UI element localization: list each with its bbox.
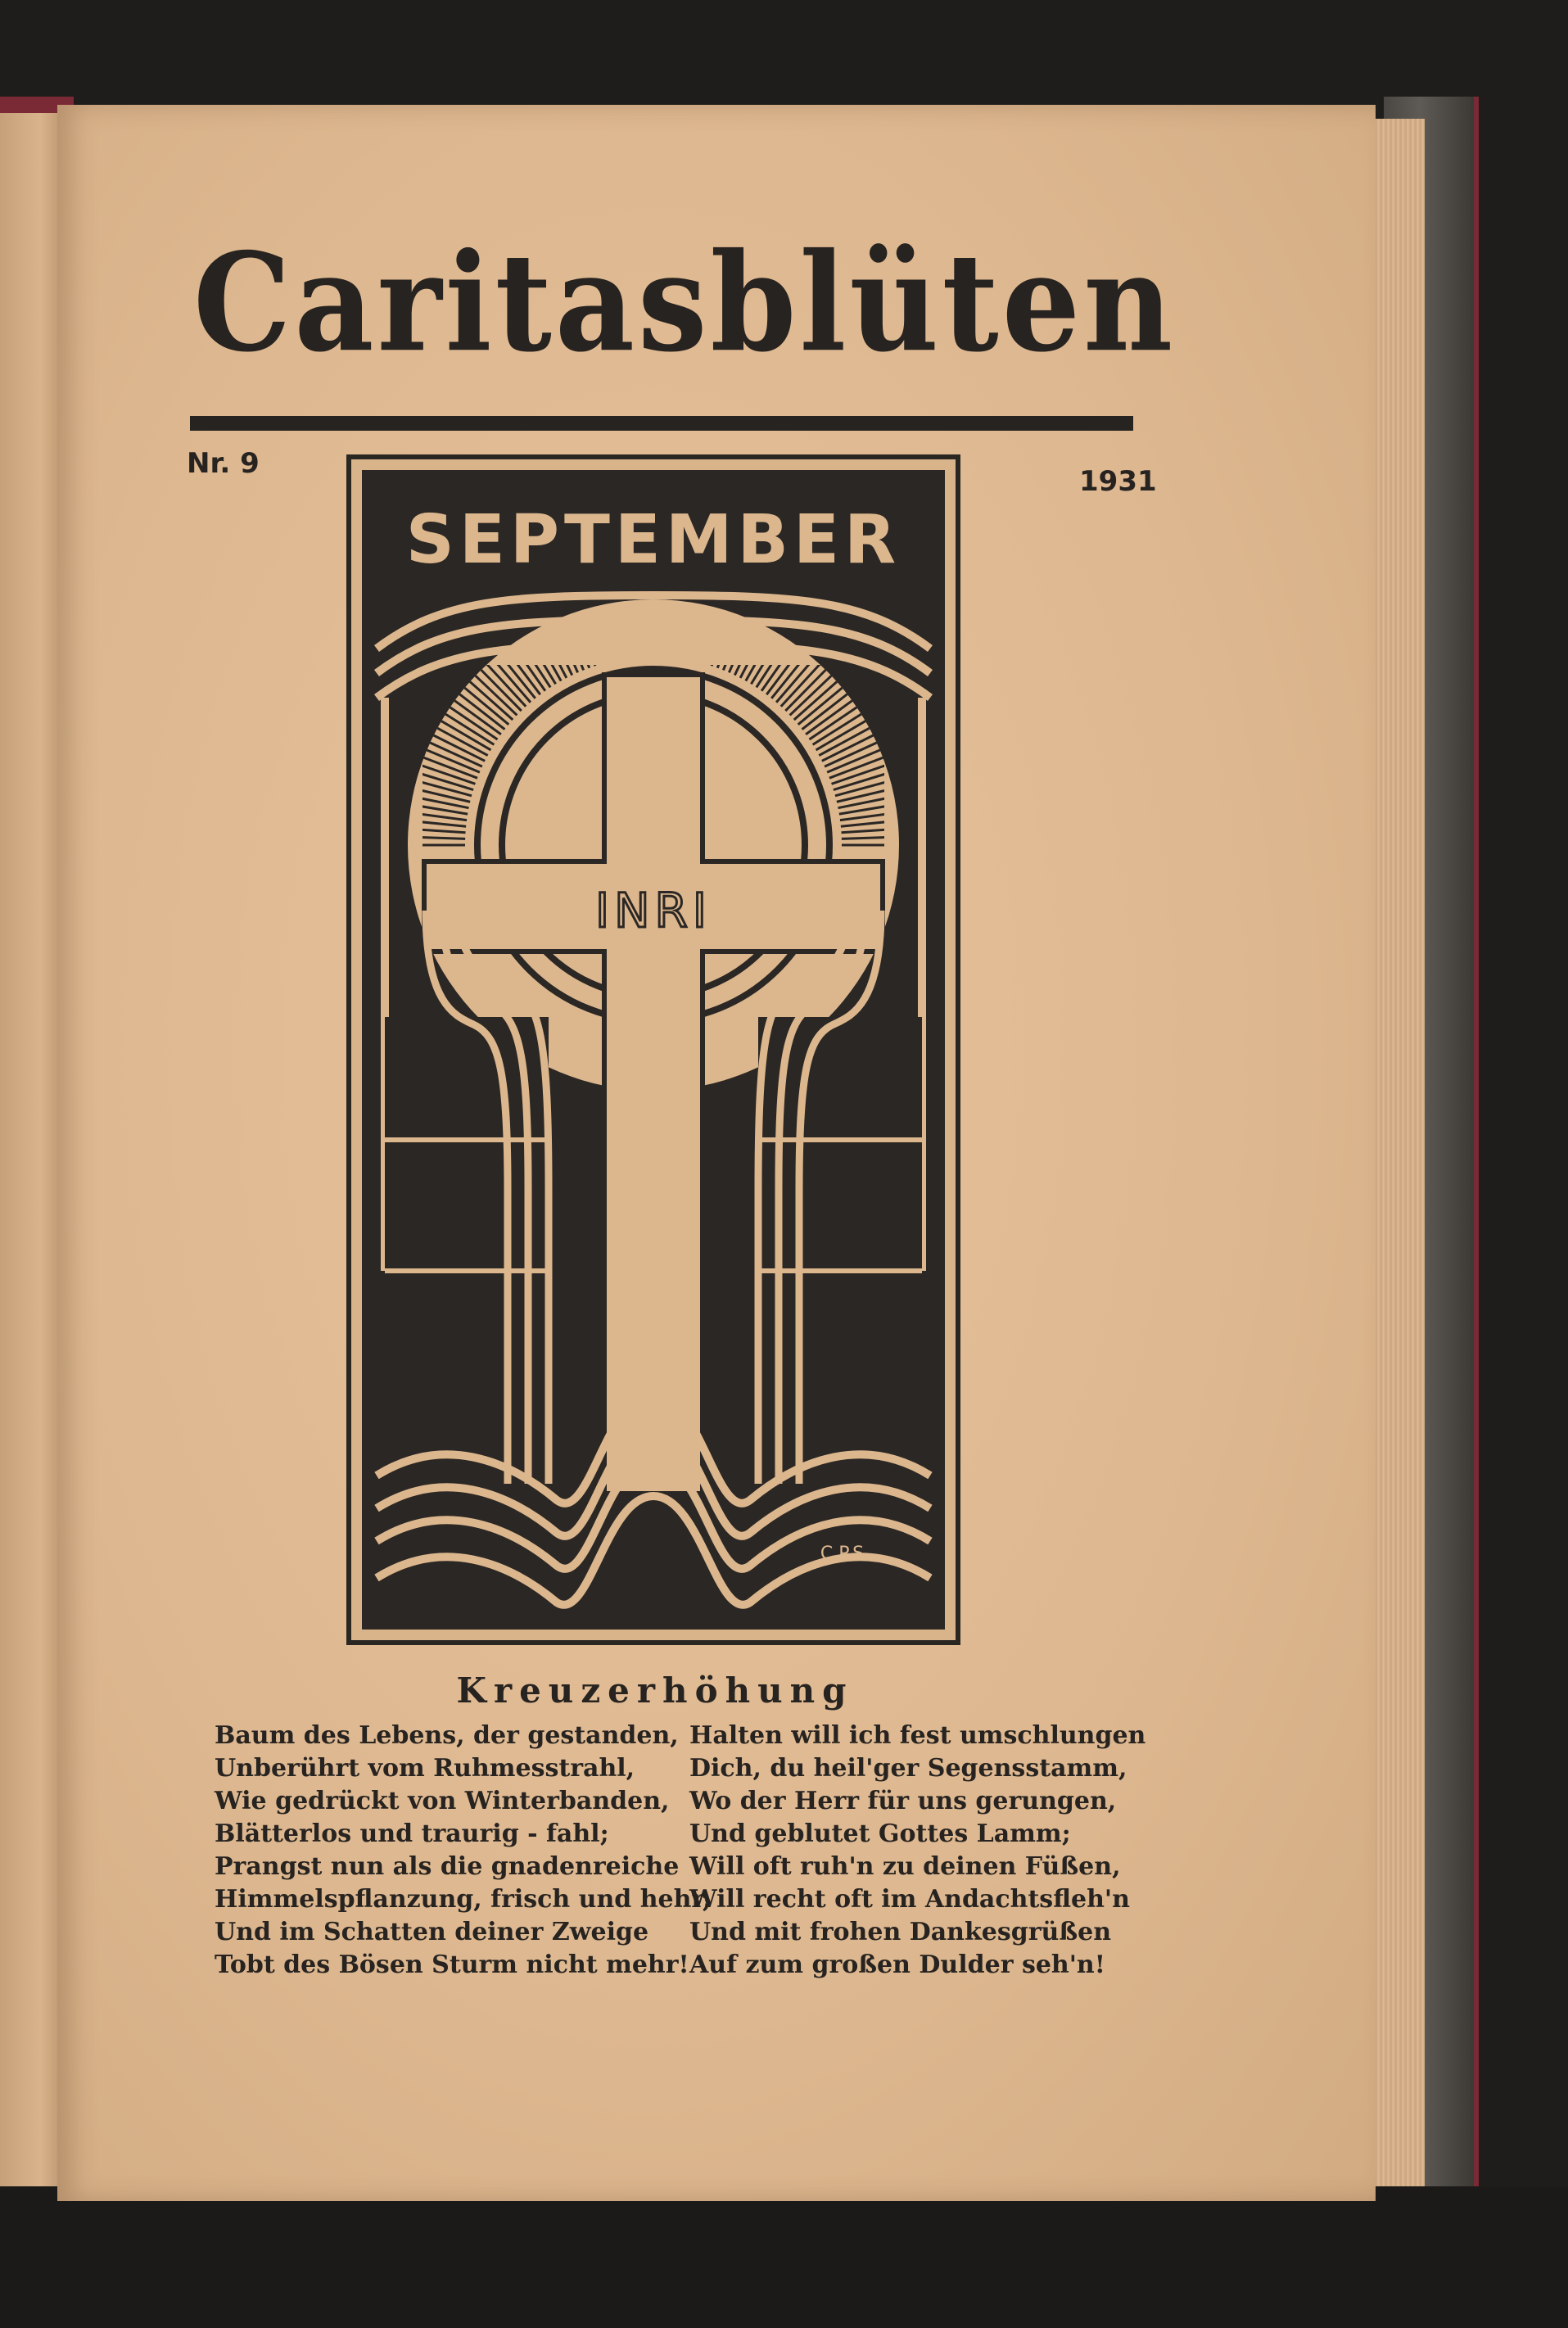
inri-inscription: INRI (595, 883, 712, 938)
poem-line: Und mit frohen Dankesgrüßen (689, 1918, 1112, 1946)
poem-line: Dich, du heil'ger Segensstamm, (689, 1754, 1127, 1783)
poem-line: Wie gedrückt von Winterbanden, (215, 1787, 670, 1815)
month-label: SEPTEMBER (405, 501, 901, 579)
poem-title: Kreuzerhöhung (456, 1670, 854, 1711)
poem-line: Und geblutet Gottes Lamm; (689, 1819, 1071, 1848)
title-rule (190, 416, 1133, 431)
poem-left-column (215, 1720, 712, 1982)
background-shadow (0, 2186, 1568, 2328)
issue-number: Nr. 9 (187, 447, 260, 480)
cross-upright (604, 675, 703, 1494)
poem-line: Himmelspflanzung, frisch und hehr, (215, 1885, 712, 1914)
poem-line: Will recht oft im Andachtsfleh'n (689, 1885, 1130, 1914)
cross-artwork (344, 452, 963, 1648)
poem-line: Auf zum großen Dulder seh'n! (689, 1951, 1105, 1979)
poem-line: Und im Schatten deiner Zweige (215, 1918, 649, 1946)
magazine-title: Caritasblüten (193, 224, 1177, 382)
poem-line: Baum des Lebens, der gestanden, (215, 1721, 679, 1750)
issue-year: 1931 (1079, 465, 1157, 498)
poem-right-column (689, 1720, 1148, 1982)
poem-line: Prangst nun als die gnadenreiche (215, 1852, 680, 1881)
poem-line: Tobt des Bösen Sturm nicht mehr! (215, 1951, 689, 1979)
poem-line: Will oft ruh'n zu deinen Füßen, (689, 1852, 1121, 1881)
cross-illustration (344, 452, 963, 1648)
poem-line: Blätterlos und traurig - fahl; (215, 1819, 609, 1848)
poem-line: Wo der Herr für uns gerungen, (689, 1787, 1117, 1815)
artist-signature: C.P.S. (820, 1544, 870, 1564)
poem-line: Unberührt vom Ruhmesstrahl, (215, 1754, 635, 1783)
poem-line: Halten will ich fest umschlungen (689, 1721, 1146, 1750)
